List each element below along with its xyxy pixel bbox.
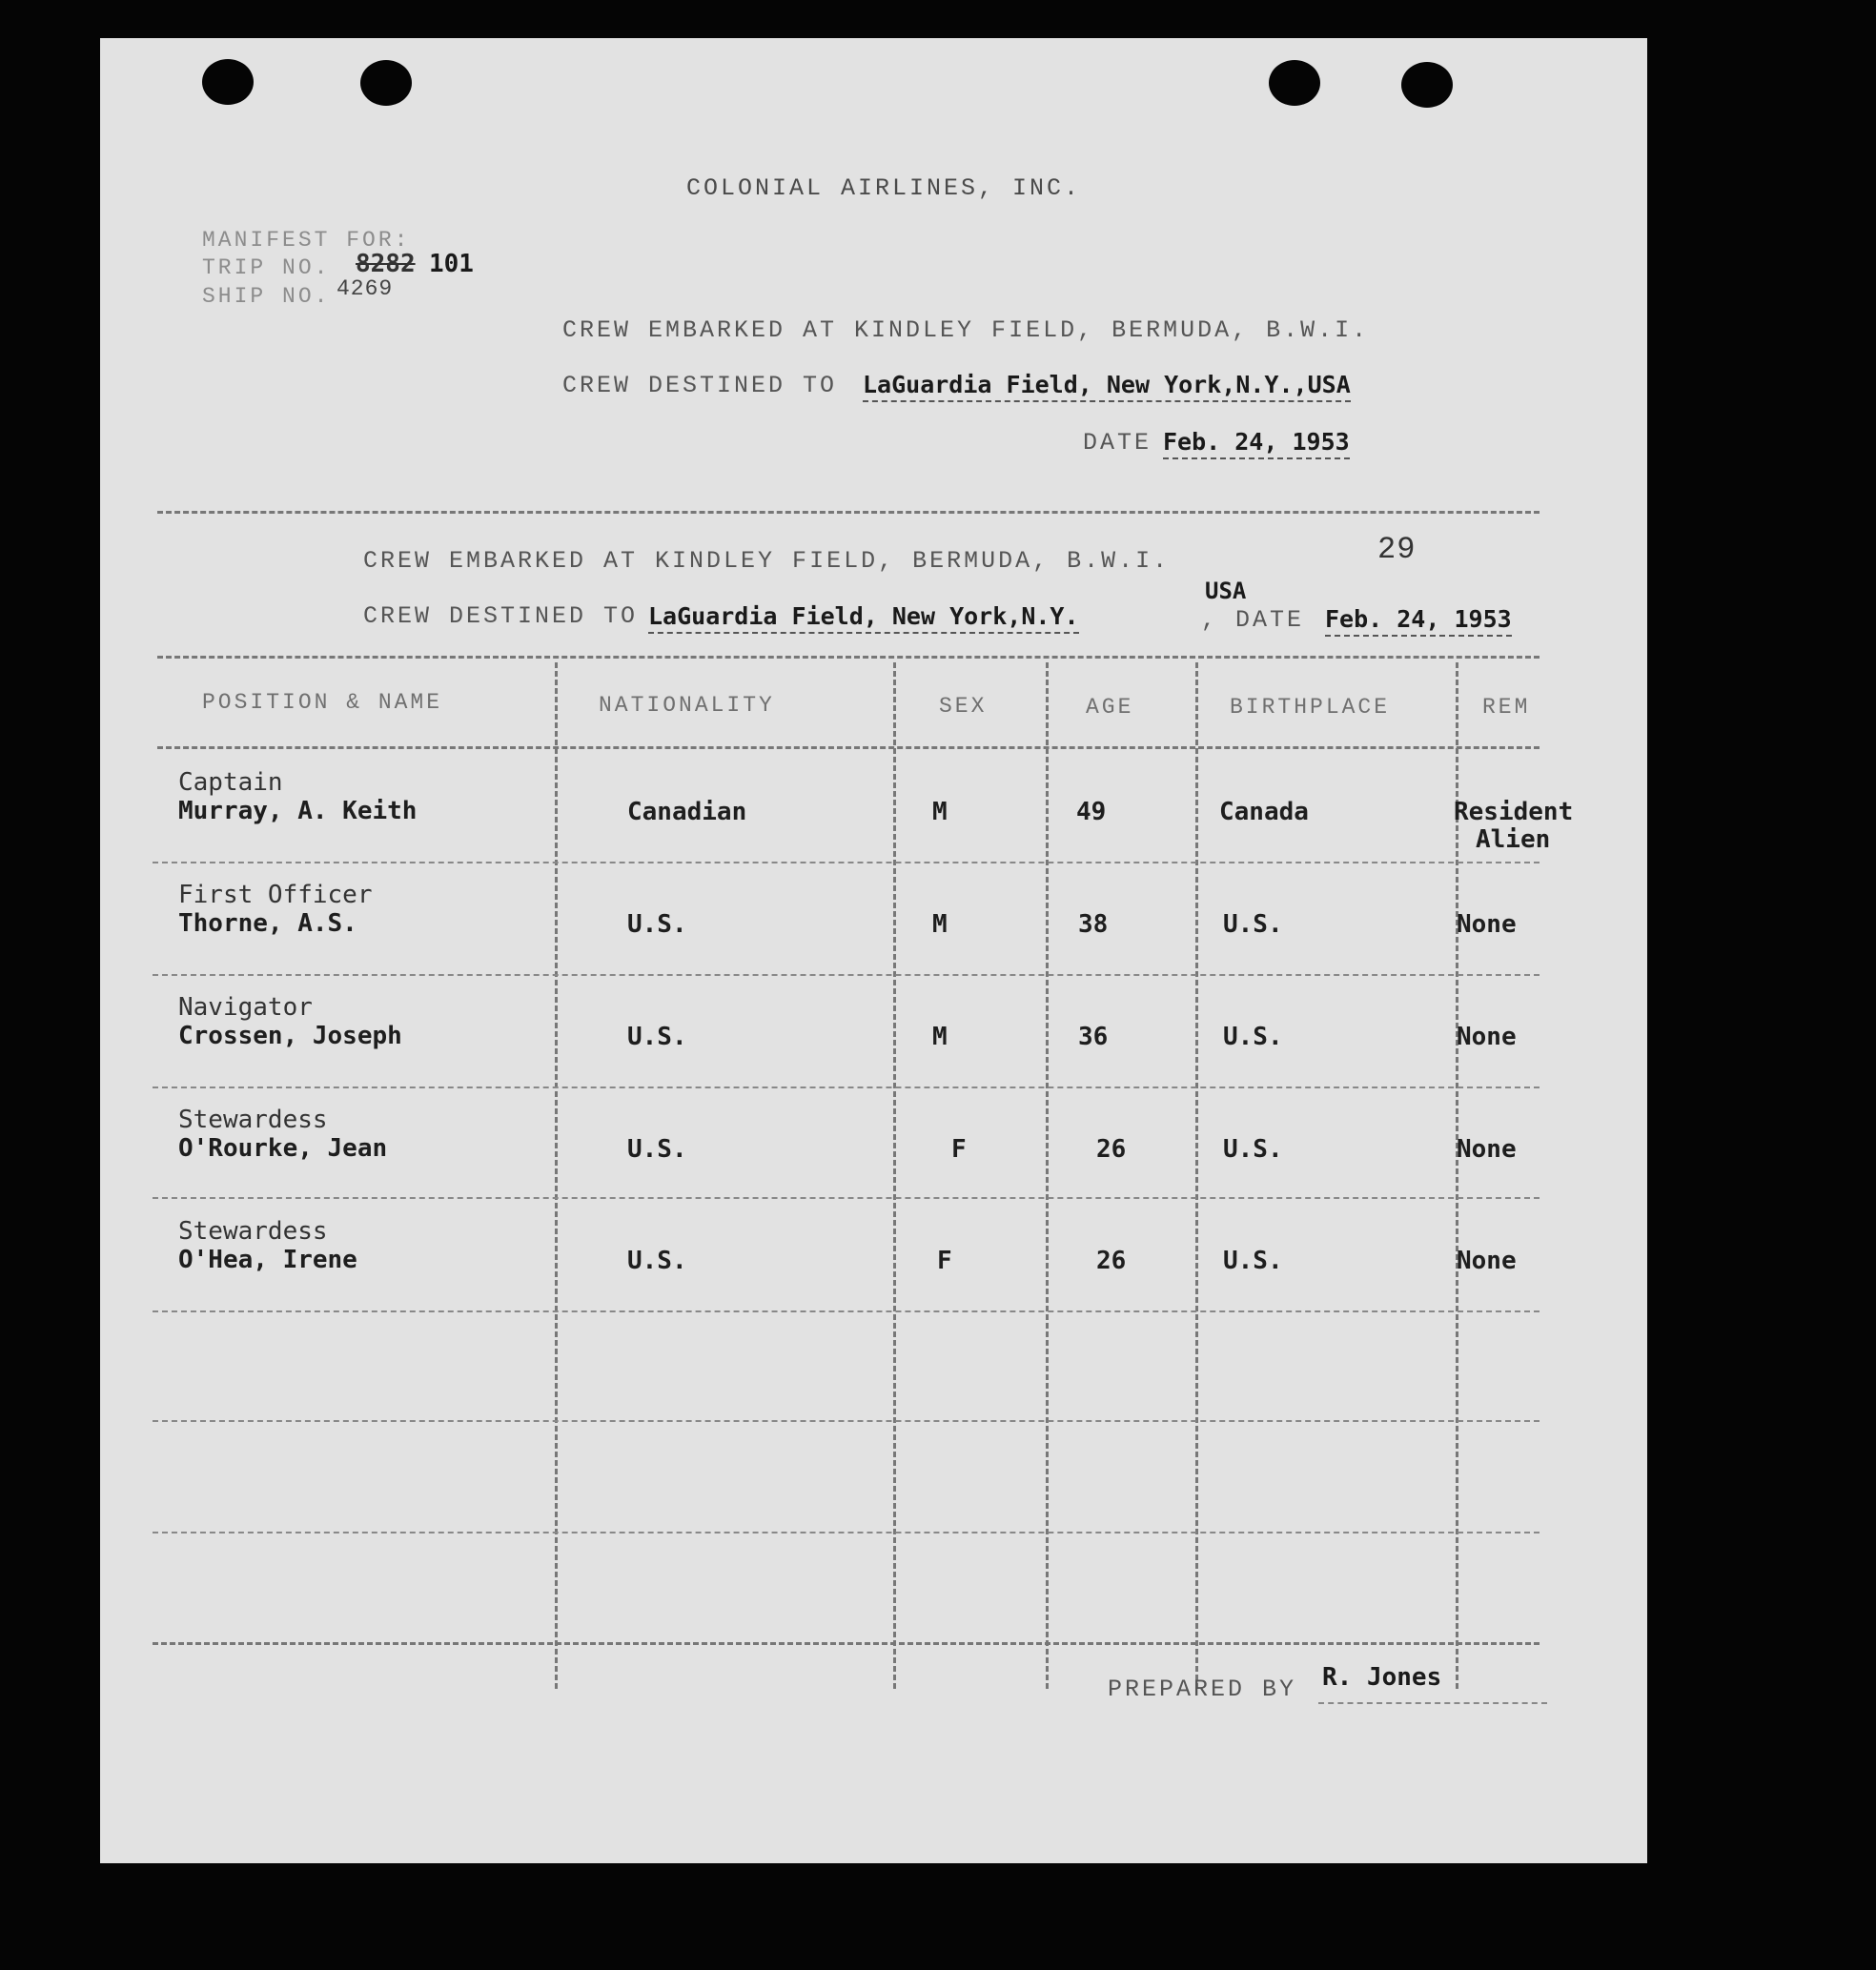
manifest-for-label: MANIFEST FOR: — [202, 228, 411, 253]
trip-no-value: 101 — [429, 250, 474, 278]
embarked-line-2: CREW EMBARKED AT KINDLEY FIELD, BERMUDA, B.W.I. — [363, 547, 1171, 575]
row-position: Navigator — [178, 993, 313, 1022]
row-age: 36 — [1078, 1023, 1109, 1051]
column-header-nationality: NATIONALITY — [599, 693, 775, 718]
row-name: Thorne, A.S. — [178, 909, 357, 938]
destined-value-1: LaGuardia Field, New York,N.Y.,USA — [863, 371, 1351, 402]
signature-line — [1318, 1702, 1547, 1704]
trip-no-struck: 8282 — [356, 250, 416, 278]
destined-label-2: CREW DESTINED TO — [363, 602, 639, 630]
row-name: O'Rourke, Jean — [178, 1134, 388, 1163]
table-top-border — [157, 656, 1540, 659]
date-label-1: DATE — [1083, 429, 1152, 457]
row-border — [153, 1532, 1540, 1533]
row-position: Stewardess — [178, 1106, 328, 1134]
prepared-by-value: R. Jones — [1322, 1663, 1442, 1692]
row-remarks-line2: Alien — [1476, 825, 1551, 854]
row-name: Murray, A. Keith — [178, 797, 418, 825]
punch-hole-icon — [202, 59, 254, 105]
column-divider — [555, 662, 558, 1689]
date-value-2: Feb. 24, 1953 — [1325, 605, 1512, 637]
row-birthplace: Canada — [1219, 798, 1309, 826]
row-birthplace: U.S. — [1223, 1247, 1283, 1275]
row-remarks: None — [1457, 910, 1517, 939]
row-birthplace: U.S. — [1223, 910, 1283, 939]
row-remarks: None — [1457, 1247, 1517, 1275]
punch-hole-icon — [1269, 60, 1320, 106]
prepared-by-label: PREPARED BY — [1108, 1676, 1297, 1703]
table-bottom-border — [153, 1642, 1540, 1645]
column-divider — [1195, 662, 1198, 1689]
ship-no-label: SHIP NO. — [202, 284, 331, 309]
divider — [157, 511, 1540, 514]
row-nationality: U.S. — [627, 1247, 687, 1275]
trip-no-label: TRIP NO. — [202, 255, 331, 280]
row-border — [153, 1310, 1540, 1312]
row-nationality: Canadian — [627, 798, 747, 826]
row-sex: M — [932, 1023, 948, 1051]
row-position: Stewardess — [178, 1217, 328, 1246]
row-name: O'Hea, Irene — [178, 1246, 357, 1274]
column-header-sex: SEX — [939, 694, 988, 719]
company-name: COLONIAL AIRLINES, INC. — [686, 174, 1082, 202]
row-remarks: None — [1457, 1135, 1517, 1164]
column-divider — [893, 662, 896, 1689]
header-bottom-border — [157, 746, 1540, 749]
punch-hole-icon — [360, 60, 412, 106]
row-position: First Officer — [178, 881, 373, 909]
column-divider — [1046, 662, 1049, 1689]
ship-no-value: 4269 — [336, 276, 394, 301]
row-birthplace: U.S. — [1223, 1023, 1283, 1051]
column-header-position: POSITION & NAME — [202, 690, 443, 715]
row-position: Captain — [178, 768, 283, 797]
row-border — [153, 1087, 1540, 1088]
row-nationality: U.S. — [627, 1135, 687, 1164]
row-sex: F — [937, 1247, 952, 1275]
embarked-line-1: CREW EMBARKED AT KINDLEY FIELD, BERMUDA, B.W.I. — [562, 316, 1370, 344]
row-birthplace: U.S. — [1223, 1135, 1283, 1164]
row-name: Crossen, Joseph — [178, 1022, 402, 1050]
row-age: 26 — [1096, 1247, 1127, 1275]
row-sex: F — [951, 1135, 967, 1164]
row-border — [153, 862, 1540, 863]
column-header-age: AGE — [1086, 695, 1134, 720]
date-value-1: Feb. 24, 1953 — [1163, 428, 1350, 459]
row-age: 49 — [1076, 798, 1107, 826]
row-remarks: Resident — [1454, 798, 1574, 826]
row-border — [153, 974, 1540, 976]
row-age: 26 — [1096, 1135, 1127, 1164]
column-header-birthplace: BIRTHPLACE — [1230, 695, 1391, 720]
row-sex: M — [932, 798, 948, 826]
destined-country-2: USA — [1205, 578, 1247, 604]
row-sex: M — [932, 910, 948, 939]
punch-hole-icon — [1401, 62, 1453, 108]
row-age: 38 — [1078, 910, 1109, 939]
manifest-page — [100, 38, 1647, 1863]
destined-label-1: CREW DESTINED TO — [562, 372, 838, 399]
column-header-remarks: REM — [1482, 695, 1531, 720]
page-number: 29 — [1377, 532, 1417, 567]
date-label-2: , DATE — [1201, 606, 1305, 634]
row-nationality: U.S. — [627, 910, 687, 939]
destined-value-2: LaGuardia Field, New York,N.Y. — [648, 602, 1079, 634]
row-remarks: None — [1457, 1023, 1517, 1051]
row-border — [153, 1420, 1540, 1422]
row-nationality: U.S. — [627, 1023, 687, 1051]
row-border — [153, 1197, 1540, 1199]
